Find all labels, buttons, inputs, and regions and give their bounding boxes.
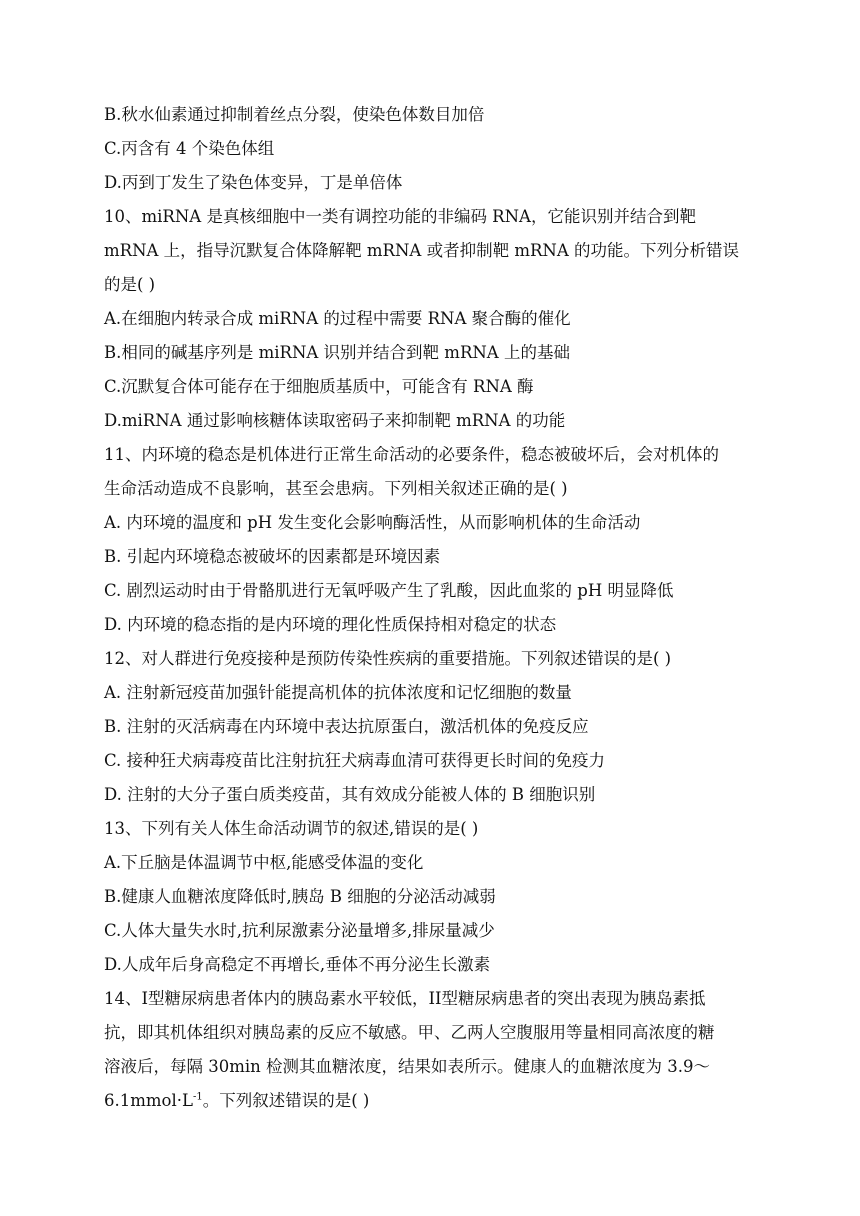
question-14-stem-line-4 — [104, 1090, 369, 1112]
option-13c: C.人体大量失水时,抗利尿激素分泌量增多,排尿量减少 — [104, 921, 495, 940]
option-9c: C.丙含有 4 个染色体组 — [104, 139, 275, 158]
option-10b: B.相同的碱基序列是 miRNA 识别并结合到靶 mRNA 上的基础 — [104, 343, 570, 362]
option-11b: B. 引起内环境稳态被破坏的因素都是环境因素 — [104, 547, 441, 566]
question-14-prompt: 。下列叙述错误的是( ) — [202, 1091, 370, 1110]
question-10-stem-line-2: mRNA 上，指导沉默复合体降解靶 mRNA 或者抑制靶 mRNA 的功能。下列分析错误 — [104, 241, 739, 260]
option-13b: B.健康人血糖浓度降低时,胰岛 B 细胞的分泌活动减弱 — [104, 887, 496, 906]
option-10c: C.沉默复合体可能存在于细胞质基质中，可能含有 RNA 酶 — [104, 377, 534, 396]
option-10d: D.miRNA 通过影响核糖体读取密码子来抑制靶 mRNA 的功能 — [104, 411, 566, 430]
unit-text: 6.1mmol·L — [104, 1091, 193, 1110]
question-10-stem-line-3: 的是( ) — [104, 275, 156, 294]
option-12a: A. 注射新冠疫苗加强针能提高机体的抗体浓度和记忆细胞的数量 — [104, 683, 572, 702]
option-11a: A. 内环境的温度和 pH 发生变化会影响酶活性，从而影响机体的生命活动 — [104, 513, 641, 532]
option-13d: D.人成年后身高稳定不再增长,垂体不再分泌生长激素 — [104, 955, 491, 974]
question-11-stem-line-1: 11、内环境的稳态是机体进行正常生命活动的必要条件，稳态被破坏后，会对机体的 — [104, 445, 719, 464]
question-13-stem: 13、下列有关人体生命活动调节的叙述,错误的是( ) — [104, 819, 479, 838]
option-13a: A.下丘脑是体温调节中枢,能感受体温的变化 — [104, 853, 424, 872]
option-12b: B. 注射的灭活病毒在内环境中表达抗原蛋白，激活机体的免疫反应 — [104, 717, 589, 736]
option-9d: D.丙到丁发生了染色体变异，丁是单倍体 — [104, 173, 403, 192]
question-14-stem-line-1: 14、I型糖尿病患者体内的胰岛素水平较低，II型糖尿病患者的突出表现为胰岛素抵 — [104, 989, 706, 1008]
unit-superscript: -1 — [192, 1091, 203, 1103]
option-9b: B.秋水仙素通过抑制着丝点分裂，使染色体数目加倍 — [104, 105, 485, 124]
option-12c: C. 接种狂犬病毒疫苗比注射抗狂犬病毒血清可获得更长时间的免疫力 — [104, 751, 606, 770]
question-10-stem-line-1: 10、miRNA 是真核细胞中一类有调控功能的非编码 RNA，它能识别并结合到靶 — [104, 207, 696, 226]
option-11c: C. 剧烈运动时由于骨骼肌进行无氧呼吸产生了乳酸，因此血浆的 pH 明显降低 — [104, 581, 674, 600]
option-10a: A.在细胞内转录合成 miRNA 的过程中需要 RNA 聚合酶的催化 — [104, 309, 571, 328]
question-11-stem-line-2: 生命活动造成不良影响，甚至会患病。下列相关叙述正确的是( ) — [104, 479, 568, 498]
question-14-stem-line-2: 抗，即其机体组织对胰岛素的反应不敏感。甲、乙两人空腹服用等量相同高浓度的糖 — [104, 1023, 715, 1042]
question-12-stem: 12、对人群进行免疫接种是预防传染性疾病的重要措施。下列叙述错误的是( ) — [104, 649, 672, 668]
option-12d: D. 注射的大分子蛋白质类疫苗，其有效成分能被人体的 B 细胞识别 — [104, 785, 596, 804]
question-14-stem-line-3: 溶液后，每隔 30min 检测其血糖浓度，结果如表所示。健康人的血糖浓度为 3.9～ — [104, 1057, 711, 1076]
option-11d: D. 内环境的稳态指的是内环境的理化性质保持相对稳定的状态 — [104, 615, 557, 634]
